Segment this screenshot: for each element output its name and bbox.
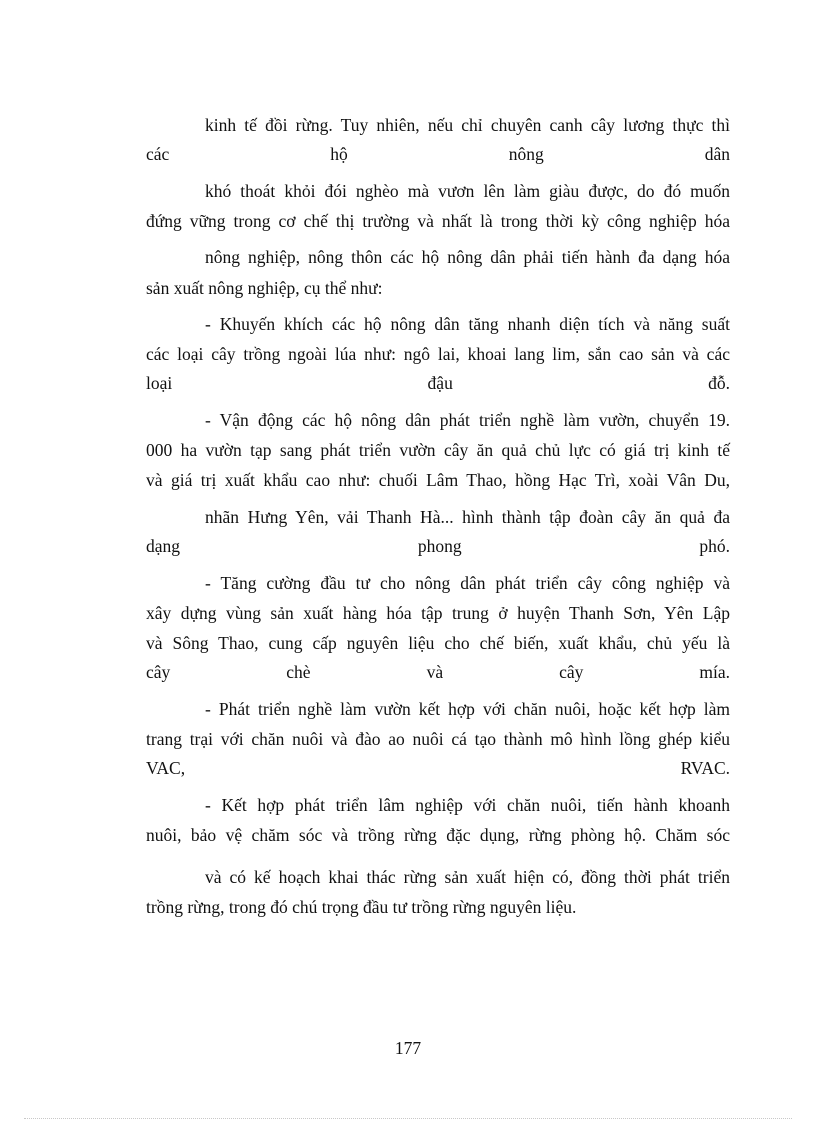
text-line: nhãn Hưng Yên, vải Thanh Hà... hình thành tập đoàn cây ăn quả đa bbox=[205, 507, 730, 527]
text-line: 000 ha vườn tạp sang phát triển vườn cây ăn quả chủ lực có giá trị kinh tế bbox=[146, 440, 730, 460]
text-line: đứng vững trong cơ chế thị trường và nhất là trong thời kỳ công nghiệp hóa bbox=[146, 211, 730, 231]
text-line: cây chè và cây mía. bbox=[146, 662, 730, 682]
text-line: và Sông Thao, cung cấp nguyên liệu cho chế biến, xuất khẩu, chủ yếu là bbox=[146, 633, 730, 653]
text-line: nuôi, bảo vệ chăm sóc và trồng rừng đặc dụng, rừng phòng hộ. Chăm sóc bbox=[146, 825, 730, 845]
text-line: dạng phong phó. bbox=[146, 536, 730, 556]
text-line: các loại cây trồng ngoài lúa như: ngô lai, khoai lang lim, sắn cao sản và các bbox=[146, 344, 730, 364]
text-line: trồng rừng, trong đó chú trọng đầu tư trồng rừng nguyên liệu. bbox=[146, 897, 577, 917]
text-line: VAC, RVAC. bbox=[146, 758, 730, 778]
text-line: - Tăng cường đầu tư cho nông dân phát triển cây công nghiệp và bbox=[205, 573, 730, 593]
dotted-divider bbox=[24, 1118, 792, 1119]
text-line: xây dựng vùng sản xuất hàng hóa tập trung ở huyện Thanh Sơn, Yên Lập bbox=[146, 603, 730, 623]
text-line: loại đậu đỗ. bbox=[146, 373, 730, 393]
text-line: và có kế hoạch khai thác rừng sản xuất hiện có, đồng thời phát triển bbox=[205, 867, 730, 887]
text-line: - Phát triển nghề làm vườn kết hợp với chăn nuôi, hoặc kết hợp làm bbox=[205, 699, 730, 719]
text-line: các hộ nông dân bbox=[146, 144, 730, 164]
text-line: nông nghiệp, nông thôn các hộ nông dân phải tiến hành đa dạng hóa bbox=[205, 247, 730, 267]
text-line: và giá trị xuất khẩu cao như: chuối Lâm Thao, hồng Hạc Trì, xoài Vân Du, bbox=[146, 470, 730, 490]
text-line: sản xuất nông nghiệp, cụ thể như: bbox=[146, 278, 383, 298]
page-number: 177 bbox=[394, 1038, 422, 1058]
text-line: khó thoát khỏi đói nghèo mà vươn lên làm giàu được, do đó muốn bbox=[205, 181, 730, 201]
text-line: - Vận động các hộ nông dân phát triển nghề làm vườn, chuyển 19. bbox=[205, 410, 730, 430]
text-line: - Kết hợp phát triển lâm nghiệp với chăn nuôi, tiến hành khoanh bbox=[205, 795, 730, 815]
text-line: trang trại với chăn nuôi và đào ao nuôi cá tạo thành mô hình lồng ghép kiểu bbox=[146, 729, 730, 749]
text-line: - Khuyến khích các hộ nông dân tăng nhanh diện tích và năng suất bbox=[205, 314, 730, 334]
text-line: kinh tế đồi rừng. Tuy nhiên, nếu chỉ chuyên canh cây lương thực thì bbox=[205, 115, 730, 135]
